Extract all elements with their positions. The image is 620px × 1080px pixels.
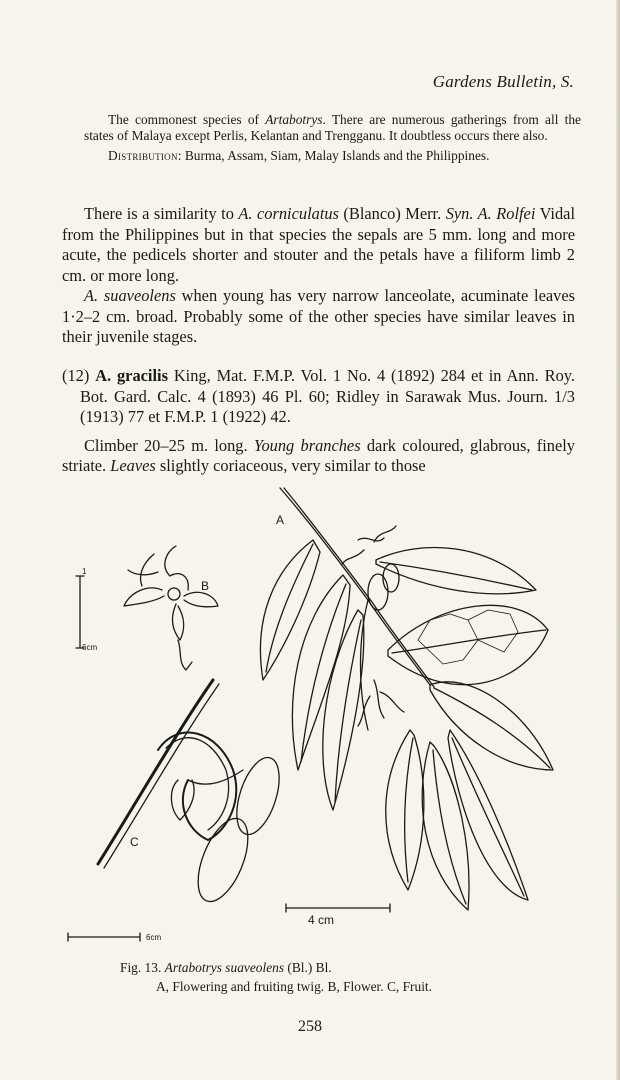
page-edge [616,0,620,1080]
occurrence-note: The commonest species of Artabotrys. There are numerous gatherings from all the states of Malaya except Perlis, Kelantan and Trengganu. It doubtless occurs there also. [84,112,581,143]
fruit-scale-bar [68,933,140,941]
flower-b-center [168,588,180,600]
leaf-a5-midrib [392,630,546,653]
description-paragraph: Climber 20–25 m. long. Young branches dark coloured, glabrous, finely striate. Leaves slightly coriaceous, very similar to those [62,435,575,475]
scale-b-top: 1 [82,567,87,576]
caption-legend: A, Flowering and fruiting twig. B, Flower. C, Fruit. [156,979,432,994]
juvenile-leaves-paragraph: A. suaveolens when young has very narrow lanceolate, acuminate leaves 1·2–2 cm. broad. Probably some of the other species have similar leaves in their juvenile stages. [62,286,576,346]
flower-b-petal-5 [128,554,158,586]
distribution-note: Distribution: Burma, Assam, Siam, Malay Islands and the Philippines. [108,148,490,163]
leaf-a2 [292,575,350,770]
running-head: Gardens Bulletin, S. [432,72,574,91]
species-heading: (12) A. gracilis King, Mat. F.M.P. Vol. 1 No. 4 (1892) 284 et in Ann. Roy. Bot. Gard. Calc. 4 (1893) 46 Pl. 60; Ridley in Sarawak Mus. Journ. 1/3 (1913) 77 et F.M.P. 1 (1922) 42. [62,366,575,426]
flower-b-pedicel [178,640,192,670]
label-b: B [201,579,210,593]
figure-drawing [58,480,578,948]
scale-b-bottom: 6cm [82,643,98,652]
flower-a1 [342,526,396,564]
flower-b-petal-4 [173,604,184,640]
page-number: 258 [298,1018,322,1035]
caption-title: Fig. 13. Artabotrys suaveolens (Bl.) Bl. [120,960,332,975]
species-name: A. gracilis [95,366,168,385]
species-entry [62,366,575,477]
leaf-a4 [376,548,536,594]
fruit-branch-outline [104,684,219,868]
similarity-paragraph: There is a similarity to A. corniculatus (Blanco) Merr. Syn. A. Rolfei Vidal from the Philippines but in that species the sepals are 5 mm. long and more acute, the pedicels shorter and stouter and the petals have a filiform limb 2 cm. or more long. [62,204,576,285]
fruit-a2 [383,564,399,592]
leaf-a8 [422,742,469,910]
label-a: A [276,513,285,527]
fruit-branch [98,680,213,864]
label-c: C [130,835,139,849]
scale-a-label: 4 cm [308,913,335,927]
fruit-c1 [229,752,288,839]
leaf-a8-midrib [433,750,466,904]
distribution-label: Distribution [108,148,178,163]
leaf-a5-veined [388,605,548,684]
botanical-illustration [58,480,578,948]
leaf-a3 [323,610,364,810]
twig-scale-bar [286,904,390,912]
leaf-a9-midrib [452,738,524,896]
leaf-a7-midrib [405,738,413,882]
fruit-a1 [368,574,388,610]
twig-stem [280,488,430,685]
species-note [84,112,581,164]
flower-b-scale-bar [76,576,84,648]
fruit-c2 [188,812,258,909]
figure-caption [120,958,550,996]
flower-b-petal-3 [184,592,218,606]
leaf-a1 [260,540,320,680]
discussion-text [62,204,575,348]
flower-b-petal-1 [165,546,188,590]
flower-b-petal-2 [124,588,164,606]
scale-c-label: 6cm [146,933,162,942]
leaf-a5-veins-2 [468,610,518,652]
